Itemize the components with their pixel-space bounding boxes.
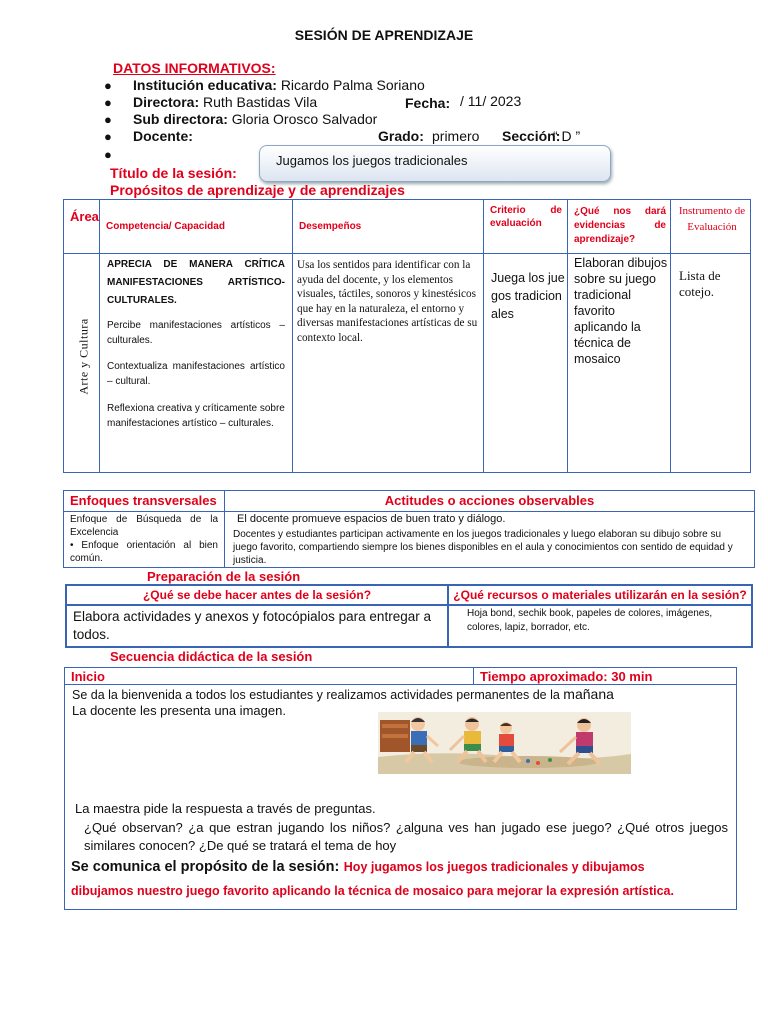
titulo-label: Título de la sesión: xyxy=(110,165,237,181)
header-area xyxy=(63,199,100,254)
enfoque-2: • Enfoque orientación al bien común. xyxy=(70,540,218,564)
titulo-value: Jugamos los juegos tradicionales xyxy=(276,153,468,168)
area-cell xyxy=(63,253,100,473)
header-evidencias-text: ¿Qué nos dará evidencias de aprendizaje? xyxy=(574,206,666,245)
header-competencia xyxy=(99,199,293,254)
subdirectora-row xyxy=(133,111,377,127)
header-competencia-text: Competencia/ Capacidad xyxy=(106,221,225,232)
enfoques-header-text: Enfoques transversales xyxy=(70,493,217,508)
prep-q-left xyxy=(65,584,449,606)
instrumento-text: Lista de cotejo. xyxy=(679,268,721,299)
header-evidencias xyxy=(567,199,671,254)
header-instrumento-text: Instrumento de Evaluación xyxy=(678,205,746,233)
prep-q-right xyxy=(447,584,753,606)
prep-a-left-text: Elabora actividades y anexos y fotocópialos para entregar a todos. xyxy=(73,609,431,642)
competencia-title: APRECIA DE MANERA CRÍTICA MANIFESTACIONES ARTÍSTICO-CULTURALES. xyxy=(107,259,285,306)
bienvenida-line: Se da la bienvenida a todos los estudiantes y realizamos actividades permanentes de la xyxy=(72,688,560,702)
actitudes-header xyxy=(224,490,755,512)
actitud-1: El docente promueve espacios de buen trato y diálogo. xyxy=(237,513,506,525)
proposito-label: Se comunica el propósito de la sesión: xyxy=(71,859,340,875)
prep-q-right-text: ¿Qué recursos o materiales utilizarán en la sesión? xyxy=(453,588,747,602)
propositos-label: Propósitos de aprendizaje y de aprendizajes xyxy=(110,182,405,198)
children-playing-illustration xyxy=(378,712,631,774)
inicio-cell xyxy=(64,667,474,685)
enfoque-1: Enfoque de Búsqueda de la Excelencia xyxy=(70,514,218,538)
preguntas-text: ¿Qué observan? ¿a que estran jugando los niños? ¿alguna ves han jugado ese juego? ¿Qué otros juegos similares conocen? ¿De qué se tratará el tema de hoy xyxy=(84,820,728,853)
fecha-value: / 11/ 2023 xyxy=(460,93,522,109)
desempeno-text: Usa los sentidos para identificar con la ayuda del docente, y los elementos visuales, táctiles, sonoros y kinestésicos que hay en la naturaleza, el entorno y diversas manifestaciones artísticas de su contexto local. xyxy=(297,259,478,344)
directora-value: Ruth Bastidas Vila xyxy=(203,94,318,110)
area-text: Arte y Cultura xyxy=(76,318,91,395)
proposito-text-1: Hoy jugamos los juegos tradicionales y dibujamos xyxy=(343,860,645,874)
actitudes-cell xyxy=(224,511,755,568)
bullet: ● xyxy=(104,78,112,93)
criterio-cell xyxy=(483,253,568,473)
capacidad-1: Percibe manifestaciones artísticos – culturales. xyxy=(107,320,285,346)
directora-row xyxy=(133,94,317,110)
institucion-value: Ricardo Palma Soriano xyxy=(280,77,425,93)
bullet: ● xyxy=(104,147,112,162)
inicio-text: Inicio xyxy=(71,669,105,684)
competencia-cell xyxy=(99,253,293,473)
bullet: ● xyxy=(104,112,112,127)
proposito-block xyxy=(71,855,731,903)
header-instrumento xyxy=(670,199,751,254)
capacidad-3: Reflexiona creativa y críticamente sobre manifestaciones artístico – culturales. xyxy=(107,403,285,429)
prep-q-left-text: ¿Qué se debe hacer antes de la sesión? xyxy=(142,588,372,602)
header-desempenos xyxy=(292,199,484,254)
header-desempenos-text: Desempeños xyxy=(299,221,362,232)
fecha-label: Fecha: xyxy=(405,95,451,111)
enfoques-header xyxy=(63,490,225,512)
prep-a-right-text: Hoja bond, sechik book, papeles de colores, imágenes, colores, lapiz, borrador, etc. xyxy=(467,608,713,633)
titulo-box xyxy=(259,145,611,182)
header-criterio xyxy=(483,199,568,254)
datos-heading: DATOS INFORMATIVOS: xyxy=(113,60,276,76)
header-criterio-text: Criterio de evaluación xyxy=(490,205,562,229)
bullet: ● xyxy=(104,129,112,144)
proposito-text-2: dibujamos nuestro juego favorito aplicando la técnica de mosaico para mejorar la expresión artística. xyxy=(71,884,674,898)
docente-label: Docente: xyxy=(133,128,193,144)
header-area-text: Área xyxy=(70,209,99,224)
grado-label: Grado: xyxy=(378,128,424,144)
actitud-2: Docentes y estudiantes participan activamente en los juegos tradicionales y luego elaboran su dibujo sobre su juego favorito, compartiendo siempre los bienes disponibles en el aula y conocimientos con sentido de equidad y justicia. xyxy=(233,529,733,566)
grado-value: primero xyxy=(432,128,480,144)
bienvenida-text xyxy=(72,686,614,702)
imagen-text: La docente les presenta una imagen. xyxy=(72,703,286,718)
directora-label: Directora: xyxy=(133,94,200,110)
prep-a-left xyxy=(65,604,449,648)
manana-word: mañana xyxy=(563,686,614,702)
prep-a-right xyxy=(447,604,753,648)
inicio-content xyxy=(64,684,737,910)
bullet: ● xyxy=(104,95,112,110)
preparacion-heading: Preparación de la sesión xyxy=(147,569,301,584)
institucion-row xyxy=(133,77,425,93)
subdirectora-value: Gloria Orosco Salvador xyxy=(231,111,378,127)
preguntas-intro: La maestra pide la respuesta a través de preguntas. xyxy=(75,801,376,816)
seccion-label: Sección: xyxy=(502,128,561,144)
page-title: SESIÓN DE APRENDIZAJE xyxy=(294,27,474,43)
instrumento-cell xyxy=(670,253,751,473)
seccion-value: “ D ” xyxy=(553,128,581,144)
desempeno-cell xyxy=(292,253,484,473)
criterio-text: Juega los juegos tradicionales xyxy=(491,271,565,321)
institucion-label: Institución educativa: xyxy=(133,77,277,93)
enfoques-cell xyxy=(63,511,225,568)
tiempo-text: Tiempo aproximado: 30 min xyxy=(480,669,653,684)
evidencia-text: Elaboran dibujos sobre su juego tradicional favorito aplicando la técnica de mosaico xyxy=(574,256,668,366)
subdirectora-label: Sub directora: xyxy=(133,111,228,127)
secuencia-heading: Secuencia didáctica de la sesión xyxy=(110,649,313,664)
evidencia-cell xyxy=(567,253,671,473)
tiempo-cell xyxy=(473,667,737,685)
actitudes-header-text: Actitudes o acciones observables xyxy=(384,493,595,508)
capacidad-2: Contextualiza manifestaciones artístico – cultural. xyxy=(107,361,285,387)
